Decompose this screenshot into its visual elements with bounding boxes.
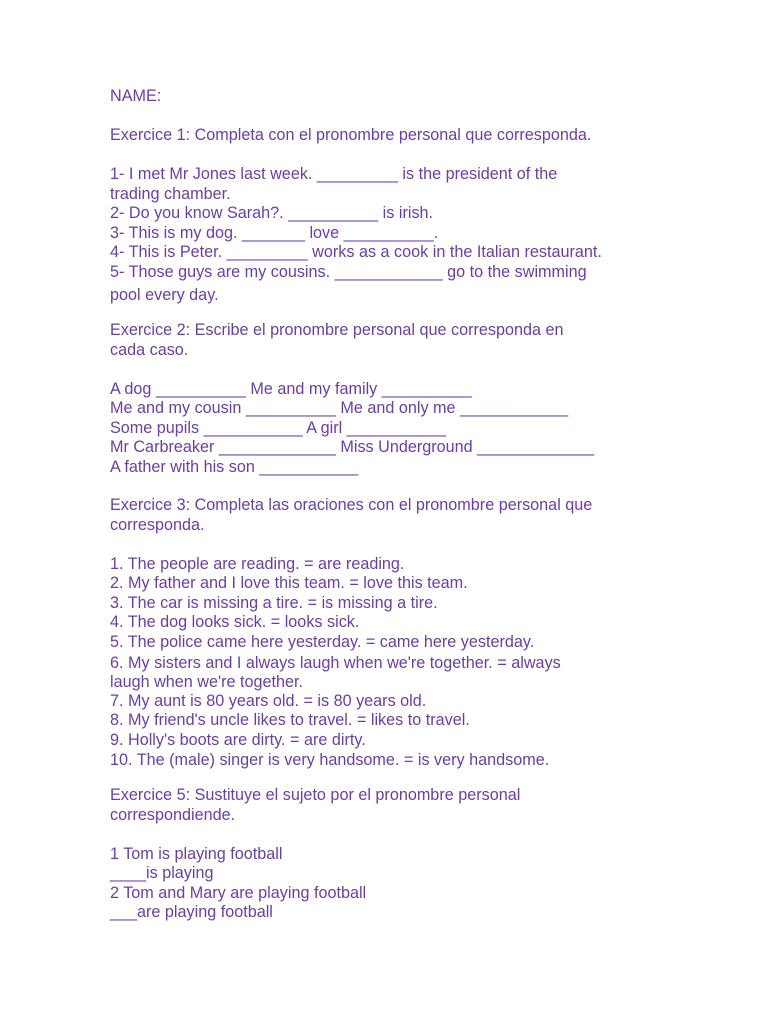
exercise-3-line: 3. The car is missing a tire. = is missing a tire.	[110, 594, 438, 612]
exercise-5-line: 2 Tom and Mary are playing football	[110, 884, 367, 902]
exercise-1-line: 4- This is Peter. _________ works as a cook in the Italian restaurant.	[110, 243, 602, 261]
exercise-1-title: Exercice 1: Completa con el pronombre personal que corresponda.	[110, 126, 592, 144]
exercise-3-line: 8. My friend's uncle likes to travel. = likes to travel.	[110, 711, 470, 729]
exercise-3-line: 9. Holly's boots are dirty. = are dirty.	[110, 731, 366, 749]
exercise-2-title: cada caso.	[110, 341, 189, 359]
exercise-3-line: 1. The people are reading. = are reading.	[110, 555, 405, 573]
exercise-3-line: 6. My sisters and I always laugh when we're together. = always	[110, 654, 561, 672]
exercise-1-line: 3- This is my dog. _______ love __________.	[110, 224, 439, 242]
exercise-2-title: Exercice 2: Escribe el pronombre personal que corresponda en	[110, 321, 564, 339]
exercise-3-line: 7. My aunt is 80 years old. = is 80 years old.	[110, 692, 427, 710]
exercise-1-line: pool every day.	[110, 286, 219, 304]
exercise-1-line: 2- Do you know Sarah?. __________ is irish.	[110, 204, 434, 222]
exercise-1-line: trading chamber.	[110, 185, 231, 203]
exercise-2-line: Mr Carbreaker _____________ Miss Underground _____________	[110, 438, 595, 456]
exercise-2-line: Some pupils ___________ A girl ___________	[110, 419, 446, 437]
exercise-2-line: A father with his son ___________	[110, 458, 359, 476]
exercise-5-title: Exercice 5: Sustituye el sujeto por el pronombre personal	[110, 786, 521, 804]
name-label: NAME:	[110, 87, 162, 105]
exercise-1-line: 1- I met Mr Jones last week. _________ is the president of the	[110, 165, 558, 183]
exercise-2-line: Me and my cousin __________ Me and only me ____________	[110, 399, 569, 417]
exercise-5-line: 1 Tom is playing football	[110, 845, 283, 863]
exercise-3-line: 4. The dog looks sick. = looks sick.	[110, 613, 360, 631]
exercise-5-title: correspondiende.	[110, 806, 236, 824]
exercise-5-line: ___are playing football	[110, 903, 273, 921]
exercise-3-line: 10. The (male) singer is very handsome. = is very handsome.	[110, 751, 550, 769]
exercise-2-line: A dog __________ Me and my family __________	[110, 380, 472, 398]
exercise-3-title: Exercice 3: Completa las oraciones con el pronombre personal que	[110, 496, 593, 514]
exercise-3-line: laugh when we're together.	[110, 673, 303, 691]
exercise-3-line: 5. The police came here yesterday. = came here yesterday.	[110, 633, 535, 651]
exercise-3-title: corresponda.	[110, 516, 205, 534]
exercise-3-line: 2. My father and I love this team. = love this team.	[110, 574, 468, 592]
exercise-1-line: 5- Those guys are my cousins. ____________ go to the swimming	[110, 263, 587, 281]
exercise-5-line: ____is playing	[110, 864, 214, 882]
